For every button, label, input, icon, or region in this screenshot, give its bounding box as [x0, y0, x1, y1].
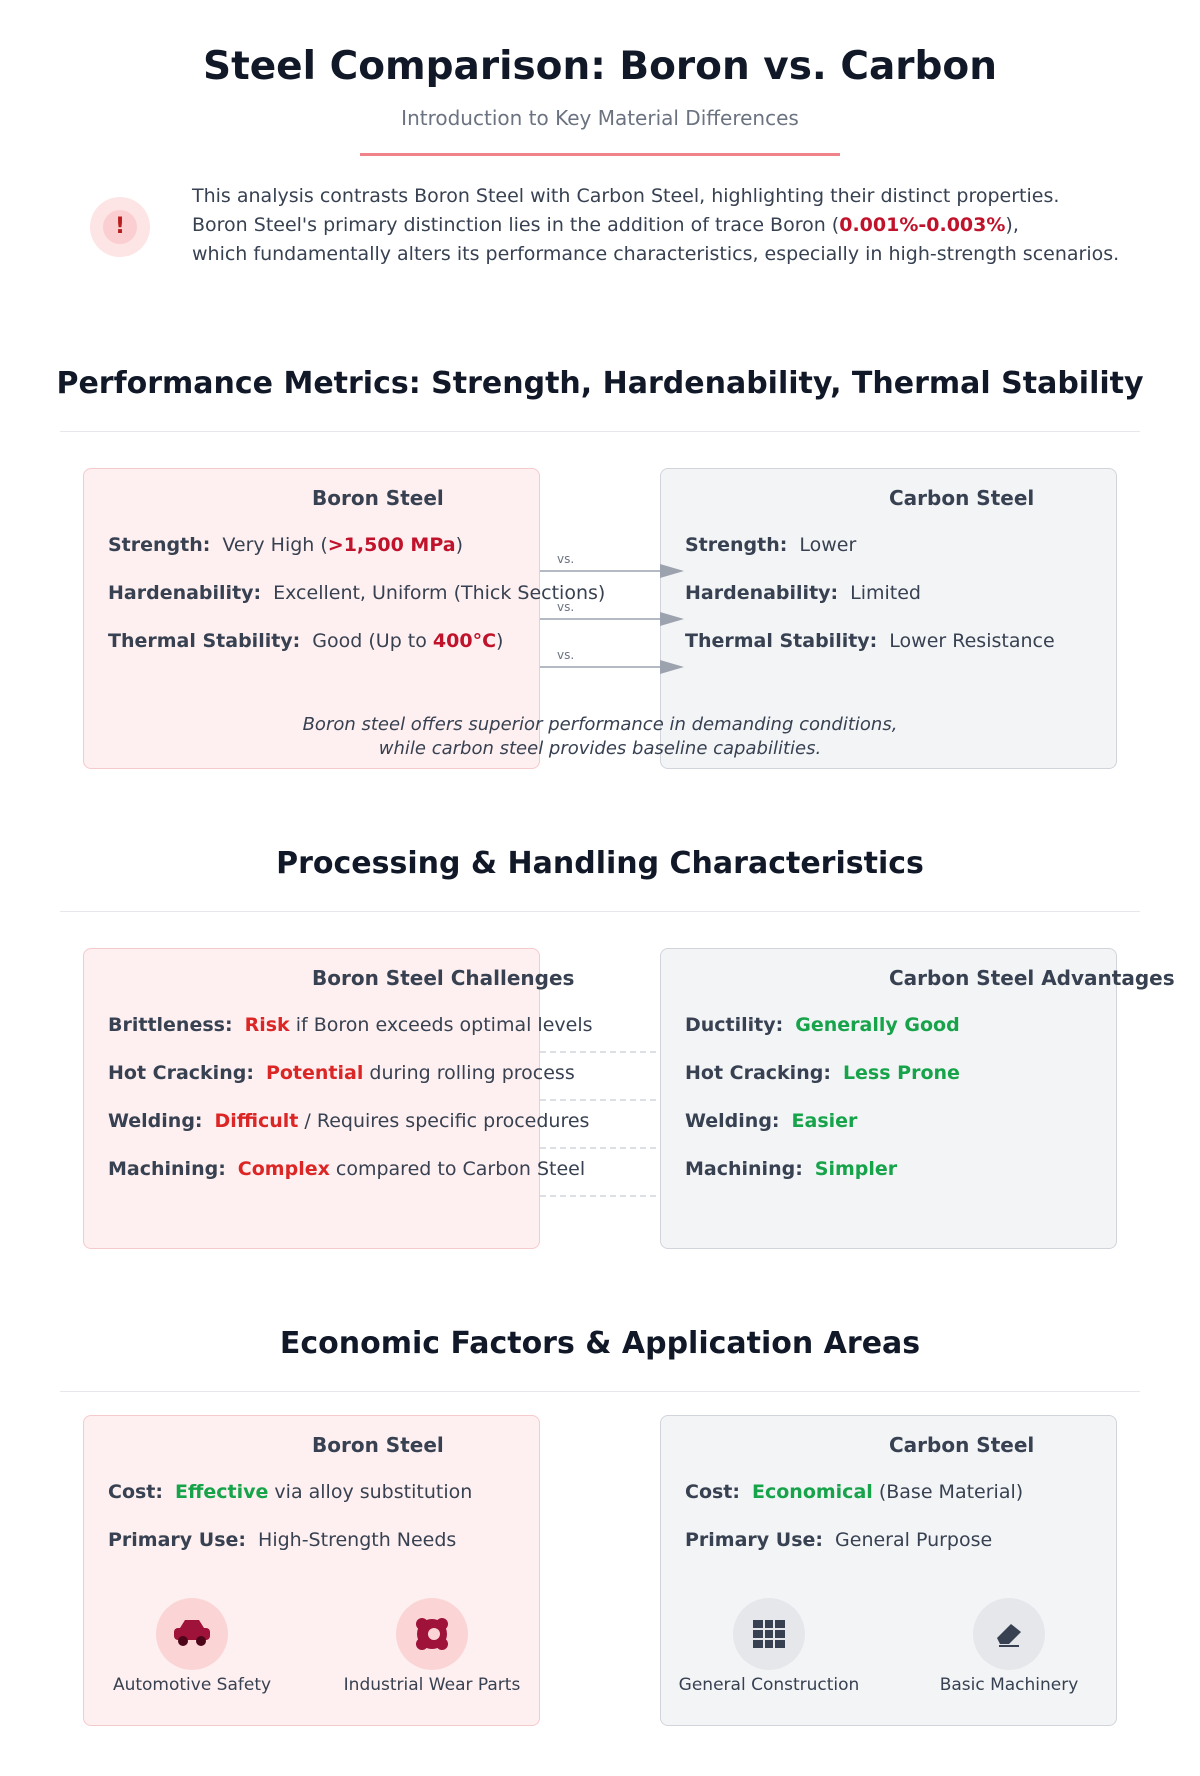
boron-strength-pre: Very High (	[222, 534, 328, 556]
exclamation-glyph: !	[103, 210, 137, 244]
boron-challenge-row	[108, 1158, 585, 1180]
economic-section-divider	[60, 1391, 1140, 1392]
carbon-advantage-row	[685, 1110, 857, 1132]
carbon-use-value: General Purpose	[835, 1529, 993, 1551]
processing-boron-panel	[83, 948, 540, 1249]
boron-challenge-row	[108, 1110, 589, 1132]
processing-section-divider	[60, 911, 1140, 912]
processing-boron-title: Boron Steel Challenges	[312, 966, 575, 990]
boron-thermal-post: )	[496, 630, 504, 652]
title-divider	[360, 153, 840, 156]
boron-challenge-label: Welding:	[108, 1110, 203, 1132]
boron-challenge-rest: compared to Carbon Steel	[329, 1158, 586, 1180]
boron-strength-row	[108, 534, 463, 556]
economic-boron-title: Boron Steel	[312, 1433, 444, 1457]
boron-challenge-rest: / Requires specific procedures	[298, 1110, 590, 1132]
boron-challenge-highlight: Risk	[244, 1014, 290, 1036]
page-title: Steel Comparison: Boron vs. Carbon	[203, 44, 997, 89]
boron-hardenability-row	[108, 582, 605, 604]
boron-use-row	[108, 1529, 456, 1551]
boron-challenge-label: Brittleness:	[108, 1014, 233, 1036]
boron-cost-label: Cost:	[108, 1481, 163, 1503]
performance-section-divider	[60, 431, 1140, 432]
boron-use-label: Primary Use:	[108, 1529, 247, 1551]
exclamation-icon	[90, 197, 150, 257]
performance-caption	[200, 713, 1000, 761]
boron-challenge-label: Machining:	[108, 1158, 226, 1180]
economic-section-title: Economic Factors & Application Areas	[279, 1326, 921, 1361]
carbon-advantage-highlight: Simpler	[814, 1158, 898, 1180]
boron-challenge-highlight: Difficult	[214, 1110, 299, 1132]
arrow-right-icon	[660, 564, 684, 578]
carbon-cost-label: Cost:	[685, 1481, 740, 1503]
vs-label: vs.	[557, 600, 575, 614]
vs-label: vs.	[557, 648, 575, 662]
economic-carbon-title: Carbon Steel	[889, 1433, 1035, 1457]
processing-section-title: Processing & Handling Characteristics	[276, 846, 924, 881]
boron-thermal-highlight: 400°C	[432, 630, 497, 652]
processing-connectors	[540, 1040, 660, 1200]
caption-line-2: while carbon steel provides baseline capabilities.	[378, 738, 822, 759]
carbon-thermal-row	[685, 630, 1055, 652]
app-label: Industrial Wear Parts	[343, 1675, 521, 1695]
carbon-advantage-label: Ductility:	[685, 1014, 784, 1036]
arrow-right-icon	[660, 660, 684, 674]
boron-strength-highlight: >1,500 MPa	[327, 534, 456, 556]
intro-line-2	[192, 211, 1152, 240]
page-subtitle: Introduction to Key Material Differences	[401, 106, 799, 130]
boron-cost-rest: via alloy substitution	[268, 1481, 473, 1503]
boron-challenge-rest: if Boron exceeds optimal levels	[289, 1014, 593, 1036]
boron-thermal-row	[108, 630, 503, 652]
app-label: Basic Machinery	[939, 1675, 1079, 1695]
intro-line-3: which fundamentally alters its performance characteristics, especially in high-strength scenarios.	[192, 243, 1120, 265]
carbon-advantage-label: Hot Cracking:	[685, 1062, 831, 1084]
boron-challenge-rest: during rolling process	[363, 1062, 575, 1084]
carbon-advantage-highlight: Less Prone	[842, 1062, 960, 1084]
boron-thermal-pre: Good (Up to	[312, 630, 433, 652]
carbon-use-label: Primary Use:	[685, 1529, 824, 1551]
app-label: Automotive Safety	[112, 1675, 272, 1695]
performance-section-title: Performance Metrics: Strength, Hardenability, Thermal Stability	[56, 366, 1144, 401]
carbon-strength-value: Lower	[799, 534, 857, 556]
eraser-icon	[973, 1598, 1045, 1670]
boron-challenge-row	[108, 1014, 593, 1036]
grid-icon	[733, 1598, 805, 1670]
carbon-cost-rest: (Base Material)	[872, 1481, 1024, 1503]
intro-line-2-post: ),	[1005, 214, 1019, 236]
carbon-strength-row	[685, 534, 856, 556]
boron-cost-highlight: Effective	[175, 1481, 269, 1503]
carbon-hardenability-row	[685, 582, 921, 604]
carbon-advantage-highlight: Easier	[791, 1110, 858, 1132]
vs-label: vs.	[557, 552, 575, 566]
carbon-use-row	[685, 1529, 992, 1551]
carbon-advantage-highlight: Generally Good	[795, 1014, 960, 1036]
carbon-advantage-row	[685, 1062, 960, 1084]
intro-line-1: This analysis contrasts Boron Steel with Carbon Steel, highlighting their distinct properties.	[192, 185, 1060, 207]
boron-use-value: High-Strength Needs	[258, 1529, 457, 1551]
intro-text	[192, 182, 1152, 269]
boron-challenge-row	[108, 1062, 575, 1084]
app-label: General Construction	[678, 1675, 860, 1695]
performance-carbon-title: Carbon Steel	[889, 486, 1035, 510]
boron-strength-label: Strength:	[108, 534, 211, 556]
carbon-cost-row	[685, 1481, 1023, 1503]
performance-boron-title: Boron Steel	[312, 486, 444, 510]
carbon-cost-highlight: Economical	[752, 1481, 873, 1503]
boron-challenge-label: Hot Cracking:	[108, 1062, 254, 1084]
processing-carbon-panel	[660, 948, 1117, 1249]
intro-line-2-pre: Boron Steel's primary distinction lies in the addition of trace Boron (	[192, 214, 840, 236]
caption-line-1: Boron steel offers superior performance in demanding conditions,	[302, 714, 898, 735]
boron-hardenability-value: Excellent, Uniform (Thick Sections)	[273, 582, 606, 604]
boron-hardenability-label: Hardenability:	[108, 582, 262, 604]
carbon-strength-label: Strength:	[685, 534, 788, 556]
boron-thermal-label: Thermal Stability:	[108, 630, 301, 652]
car-icon	[156, 1598, 228, 1670]
carbon-advantage-row	[685, 1158, 897, 1180]
cog-icon	[396, 1598, 468, 1670]
carbon-thermal-label: Thermal Stability:	[685, 630, 878, 652]
carbon-hardenability-value: Limited	[850, 582, 921, 604]
carbon-advantage-label: Welding:	[685, 1110, 780, 1132]
processing-carbon-title: Carbon Steel Advantages	[889, 966, 1175, 990]
carbon-hardenability-label: Hardenability:	[685, 582, 839, 604]
boron-cost-row	[108, 1481, 472, 1503]
boron-challenge-highlight: Potential	[265, 1062, 364, 1084]
boron-strength-post: )	[455, 534, 463, 556]
carbon-advantage-label: Machining:	[685, 1158, 803, 1180]
boron-percentage: 0.001%-0.003%	[839, 214, 1006, 236]
arrow-right-icon	[660, 612, 684, 626]
boron-challenge-highlight: Complex	[237, 1158, 330, 1180]
carbon-advantage-row	[685, 1014, 960, 1036]
carbon-thermal-value: Lower Resistance	[889, 630, 1055, 652]
